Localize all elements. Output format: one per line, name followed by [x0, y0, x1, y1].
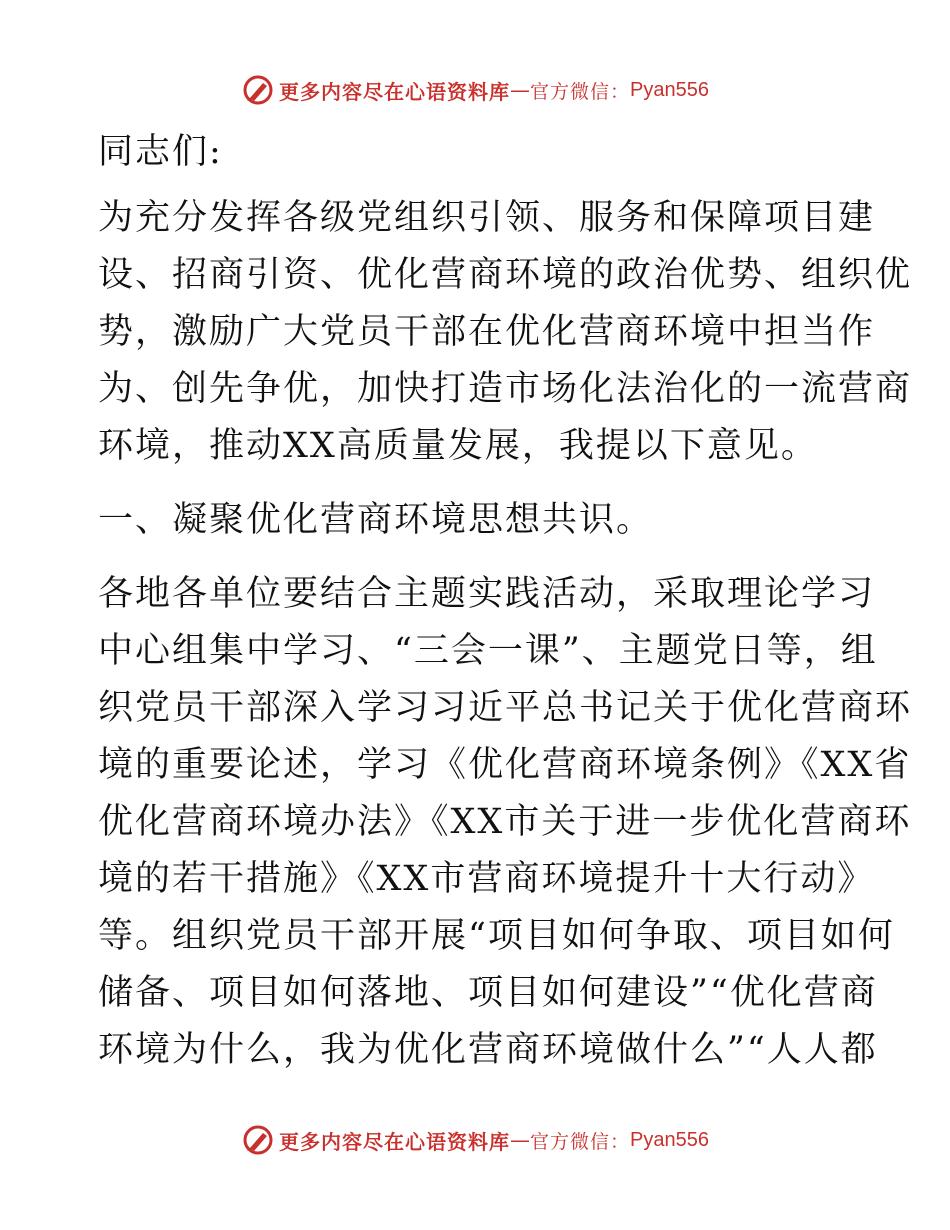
text-line: 织党员干部深入学习习近平总书记关于优化营商环	[98, 688, 913, 728]
section-heading: 一、凝聚优化营商环境思想共识。	[98, 500, 654, 540]
banner-sub-text: 官方微信：	[530, 1130, 631, 1153]
pen-logo-icon	[241, 1123, 275, 1157]
header-banner	[0, 70, 950, 110]
text-line: 设、招商引资、优化营商环境的政治优势、组织优	[98, 255, 913, 295]
paragraph-section-1	[98, 574, 913, 1070]
text-line: 优化营商环境办法》《XX市关于进一步优化营商环	[98, 802, 912, 842]
footer-banner	[0, 1120, 950, 1160]
text-line: 环境为什么，我为优化营商环境做什么”“人人都	[98, 1030, 878, 1070]
pen-logo-icon	[241, 73, 275, 107]
text-line: 境的若干措施》《XX市营商环境提升十大行动》	[98, 859, 875, 899]
banner-main-text: 更多内容尽在心语资料库	[279, 1129, 510, 1154]
banner-dash: —	[510, 1128, 530, 1152]
text-line: 中心组集中学习、“三会一课”、主题党日等，组	[98, 631, 878, 671]
banner-dash: —	[510, 78, 530, 102]
text-line: 各地各单位要结合主题实践活动，采取理论学习	[98, 574, 876, 614]
banner-wechat-id: Pyan556	[630, 1128, 709, 1151]
text-line: 为充分发挥各级党组织引领、服务和保障项目建	[98, 198, 876, 238]
banner-sub-text: 官方微信：	[530, 80, 631, 103]
text-line: 等。组织党员干部开展“项目如何争取、项目如何	[98, 916, 895, 956]
salutation: 同志们:	[98, 132, 223, 172]
text-line: 势，激励广大党员干部在优化营商环境中担当作	[98, 312, 876, 352]
banner-main-text: 更多内容尽在心语资料库	[279, 79, 510, 104]
paragraph-intro	[98, 198, 913, 466]
text-line: 境的重要论述，学习《优化营商环境条例》《XX省	[98, 745, 912, 785]
text-line: 为、创先争优，加快打造市场化法治化的一流营商	[98, 369, 913, 409]
banner-wechat-id: Pyan556	[630, 78, 709, 101]
text-line: 储备、项目如何落地、项目如何建设”“优化营商	[98, 973, 878, 1013]
document-body	[98, 122, 913, 1070]
text-line: 环境，推动XX高质量发展，我提以下意见。	[98, 426, 818, 466]
